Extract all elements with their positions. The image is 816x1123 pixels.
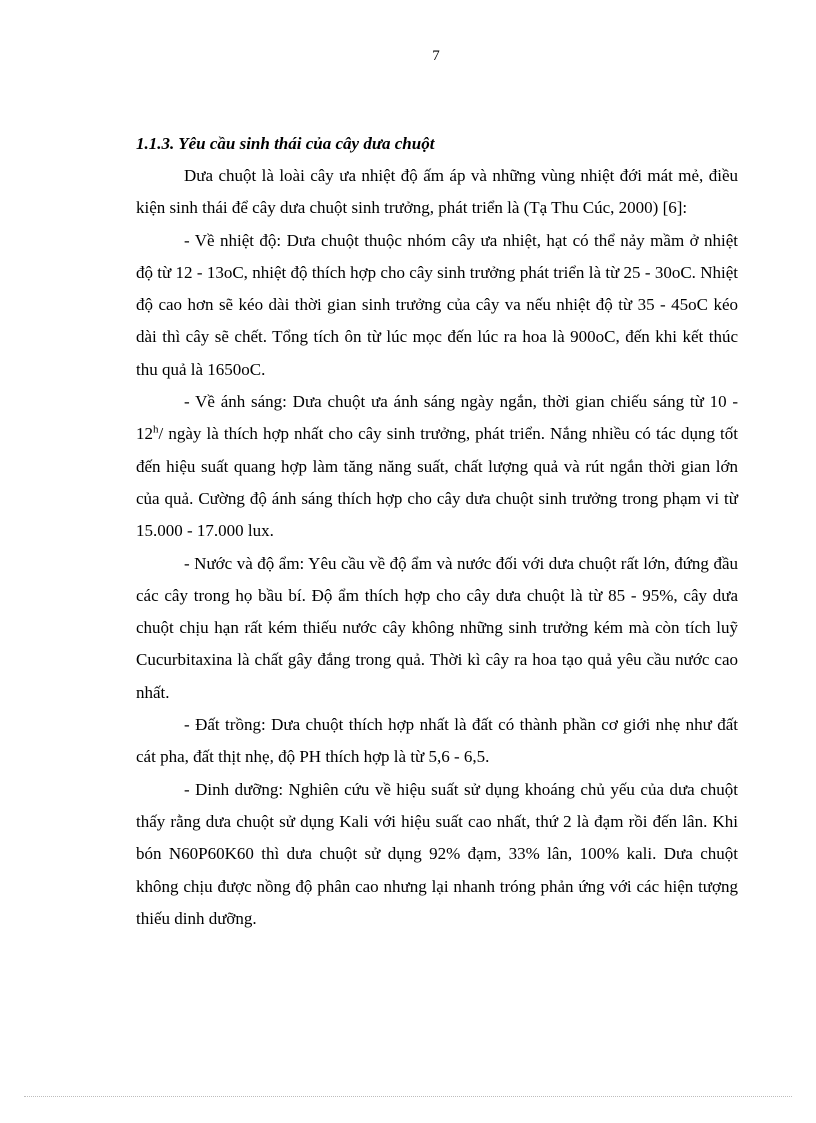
light-text-end: / ngày là thích hợp nhất cho cây sinh trưởng, phát triển. Nắng nhiều có tác dụng tốt đến hiệu suất quang hợp làm tăng năng suất, chất lượng quả và rút ngắn thời gian lớn của quả. Cường độ ánh sáng thích hợp cho cây dưa chuột sinh trưởng trong phạm vi từ 15.000 - 17.000 lux. xyxy=(136,424,738,541)
light-text-start: - Về ánh sáng: Dưa chuột ưa ánh sáng ngày ngắn, thời gian chiếu sáng từ 10 - 12 xyxy=(136,392,738,444)
page-number: 7 xyxy=(432,48,440,64)
paragraph-intro: Dưa chuột là loài cây ưa nhiệt độ ấm áp và những vùng nhiệt đới mát mẻ, điều kiện sinh thái để cây dưa chuột sinh trưởng, phát triển là (Tạ Thu Cúc, 2000) [6]: xyxy=(136,166,738,218)
paragraph-soil: - Đất trồng: Dưa chuột thích hợp nhất là đất có thành phần cơ giới nhẹ như đất cát pha, đất thịt nhẹ, độ PH thích hợp là từ 5,6 - 6,5. xyxy=(136,715,738,767)
paragraph-light xyxy=(136,386,738,547)
light-superscript: h xyxy=(153,423,159,436)
paragraph-temperature: - Về nhiệt độ: Dưa chuột thuộc nhóm cây ưa nhiệt, hạt có thể nảy mầm ở nhiệt độ từ 12 - 13oC, nhiệt độ thích hợp cho cây sinh trưởng phát triển là từ 25 - 30oC. Nhiệt độ cao hơn sẽ kéo dài thời gian sinh trưởng của cây va nếu nhiệt độ từ 35 - 45oC kéo dài thì cây sẽ chết. Tổng tích ôn từ lúc mọc đến lúc ra hoa là 900oC, đến khi kết thúc thu quả là 1650oC. xyxy=(136,230,738,379)
document-body xyxy=(136,128,738,935)
paragraph-water: - Nước và độ ẩm: Yêu cầu về độ ẩm và nước đối với dưa chuột rất lớn, đứng đầu các cây trong họ bầu bí. Độ ẩm thích hợp cho cây dưa chuột là từ 85 - 95%, cây dưa chuột chịu hạn rất kém thiếu nước cây không những sinh trưởng kém mà còn tích luỹ Cucurbitaxina là chất gây đắng trong quả. Thời kì cây ra hoa tạo quả yêu cầu nước cao nhất. xyxy=(136,553,738,702)
page-bottom-divider xyxy=(24,1096,792,1097)
paragraph-nutrition: - Dinh dưỡng: Nghiên cứu về hiệu suất sử dụng khoáng chủ yếu của dưa chuột thấy rằng dưa chuột sử dụng Kali với hiệu suất cao nhất, thứ 2 là đạm rồi đến lân. Khi bón N60P60K60 thì dưa chuột sử dụng 92% đạm, 33% lân, 100% kali. Dưa chuột không chịu được nồng độ phân cao nhưng lại nhanh tróng phản ứng với các hiện tượng thiếu dinh dưỡng. xyxy=(136,779,738,928)
section-heading: 1.1.3. Yêu cầu sinh thái của cây dưa chuột xyxy=(136,134,435,153)
